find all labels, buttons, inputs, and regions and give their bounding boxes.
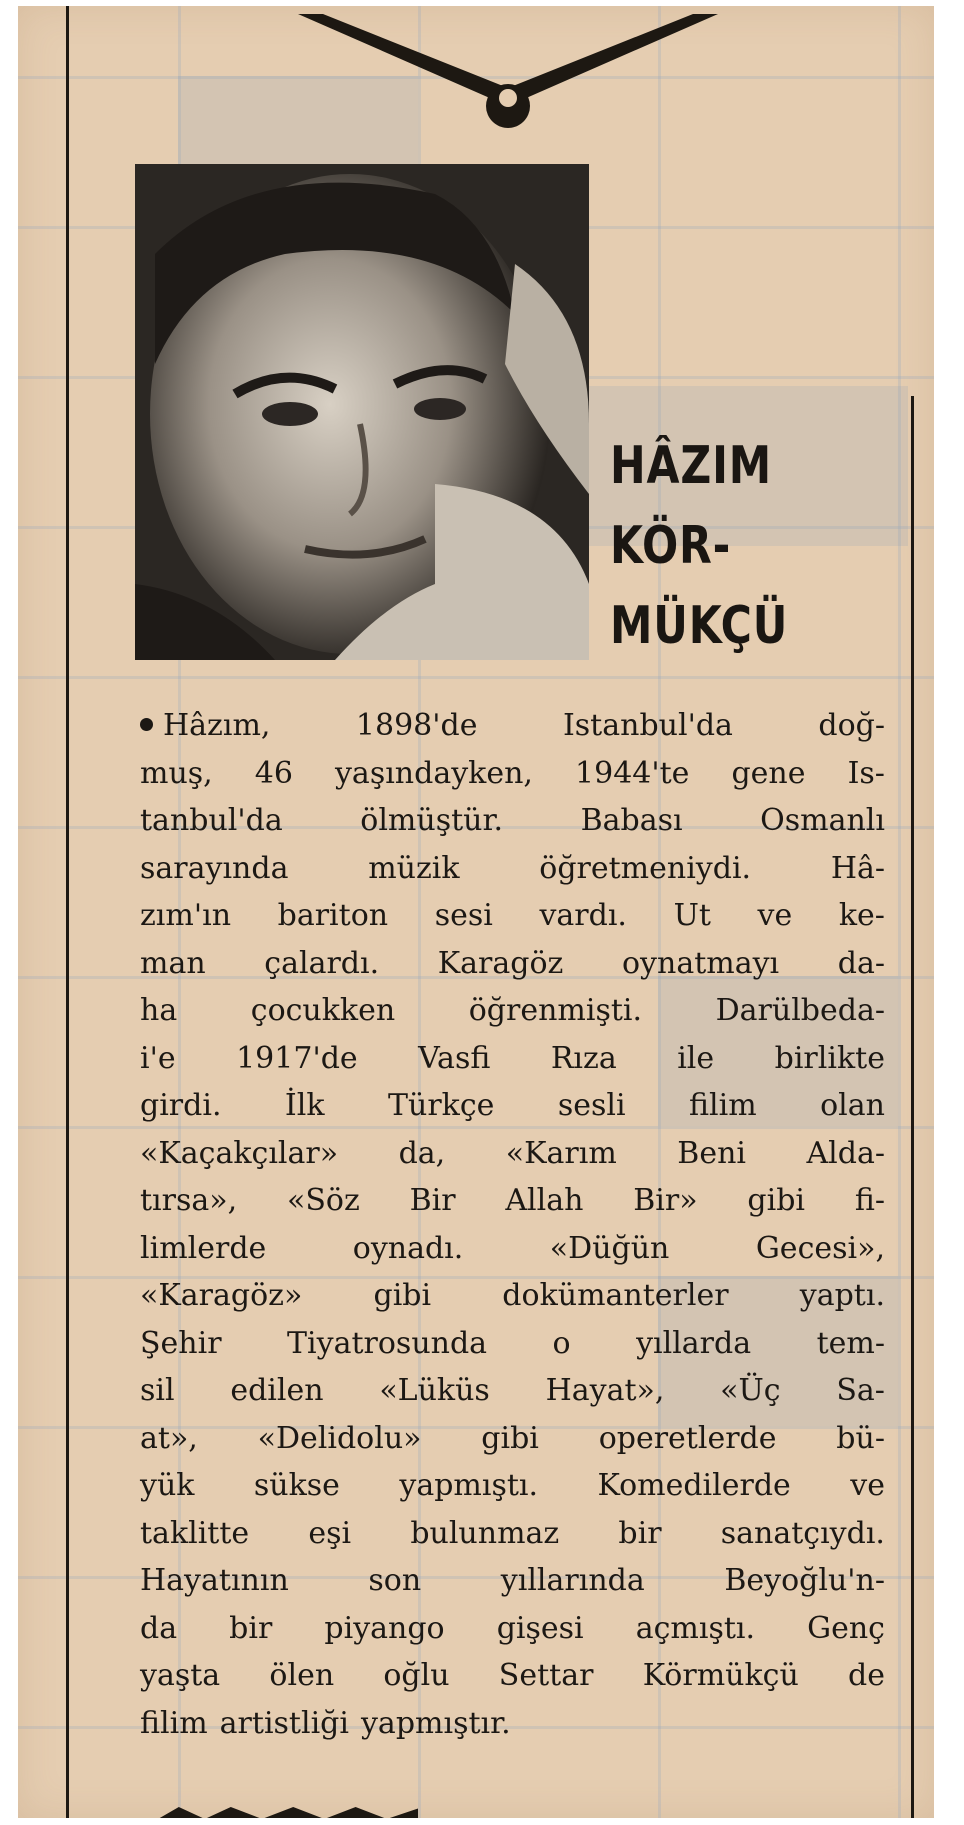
article-word: «Lüküs: [379, 1373, 490, 1408]
article-word: Hayatının: [140, 1563, 289, 1598]
article-word: «Söz: [286, 1183, 360, 1218]
article-word: sükse: [253, 1468, 340, 1503]
article-word: piyango: [324, 1610, 445, 1646]
article-word: Darülbeda-: [715, 993, 885, 1028]
article-word: ke-: [838, 898, 885, 933]
article-line: [140, 1652, 885, 1700]
article-word: girdi.: [140, 1088, 222, 1123]
article-word: oynadı.: [352, 1230, 464, 1266]
article-line: [140, 940, 885, 988]
article-word: Sa-: [836, 1373, 885, 1408]
article-word: ile: [677, 1040, 715, 1076]
article-word: muş,: [140, 755, 213, 791]
article-word: bir: [229, 1610, 273, 1646]
bleed-grid-line: [18, 676, 934, 679]
article-word: sanatçıydı.: [720, 1515, 885, 1551]
article-word: birlikte: [774, 1040, 885, 1076]
article-word: ve: [757, 898, 793, 933]
article-body: [140, 702, 885, 1747]
article-word: bir: [618, 1515, 662, 1551]
article-line: [140, 987, 885, 1035]
column-rule-right: [911, 396, 914, 1818]
article-word: öğrenmişti.: [468, 993, 643, 1028]
article-word: yıllarda: [636, 1325, 752, 1361]
article-word: yaşta: [140, 1658, 221, 1693]
article-word: at»,: [140, 1420, 198, 1456]
article-word: da-: [837, 945, 885, 981]
name-line-3: MÜKÇÜ: [610, 596, 789, 656]
article-word: fi-: [854, 1183, 885, 1218]
article-word: Türkçe: [387, 1088, 495, 1123]
article-word: operetlerde: [598, 1420, 777, 1456]
article-word: ha: [140, 993, 178, 1028]
bleed-grid-line: [898, 6, 901, 1818]
article-word: tem-: [816, 1325, 885, 1361]
article-word: Körmükçü: [642, 1658, 799, 1693]
article-word: Rıza: [550, 1040, 617, 1076]
article-word: da: [140, 1610, 178, 1646]
article-word: «Üç: [720, 1373, 781, 1408]
article-word: filim: [140, 1705, 208, 1741]
article-word: gibi: [747, 1183, 806, 1218]
article-word: gibi: [373, 1278, 432, 1313]
cut-off-heading: [158, 1801, 418, 1818]
article-word: doğ-: [818, 708, 885, 743]
article-word: bü-: [836, 1420, 885, 1456]
article-line: [140, 1605, 885, 1653]
article-word: ölmüştür.: [360, 803, 504, 838]
article-word: yaptı.: [799, 1278, 885, 1313]
article-word: Bir: [409, 1183, 456, 1218]
article-word: İlk: [284, 1088, 325, 1123]
article-word: da,: [398, 1135, 446, 1171]
article-word: de: [848, 1658, 885, 1693]
portrait-photo-icon: [135, 164, 589, 660]
article-word: tanbul'da: [140, 803, 283, 838]
article-word: oğlu: [383, 1658, 450, 1693]
article-word: Hâ-: [830, 850, 885, 886]
article-word: Şehir: [140, 1325, 222, 1361]
article-word: Is-: [847, 755, 885, 791]
article-word: sesli: [557, 1088, 626, 1123]
article-word: sesi: [434, 898, 493, 933]
article-word: Vasfi: [418, 1040, 491, 1076]
article-word: açmıştı.: [635, 1610, 756, 1646]
article-word: Ut: [673, 898, 711, 933]
article-word: filim: [689, 1088, 757, 1123]
article-line: [140, 1272, 885, 1320]
article-word: Karagöz: [437, 945, 564, 981]
article-line: [140, 1320, 885, 1368]
article-word: sarayında: [140, 850, 289, 886]
column-rule-left: [66, 6, 69, 1818]
article-line: [140, 1510, 885, 1558]
article-word: Istanbul'da: [562, 708, 733, 743]
article-word: yapmıştı.: [399, 1468, 539, 1503]
article-word: sil: [140, 1373, 175, 1408]
article-word: gişesi: [496, 1610, 584, 1646]
article-word: Hayat»,: [545, 1373, 665, 1408]
article-word: Tiyatrosunda: [287, 1325, 488, 1361]
article-word: Hâzım,: [163, 708, 271, 743]
article-word: gene: [731, 755, 806, 791]
article-word: limlerde: [140, 1230, 267, 1266]
portrait-photo: [135, 164, 589, 660]
article-word: «Delidolu»: [257, 1420, 422, 1456]
article-line: [140, 1177, 885, 1225]
article-word: eşi: [308, 1515, 352, 1551]
article-line: [140, 845, 885, 893]
article-word: taklitte: [140, 1515, 250, 1551]
article-word: yapmıştır.: [360, 1705, 511, 1741]
bullet-dot-icon: [140, 718, 153, 731]
article-word: Komedilerde: [597, 1468, 791, 1503]
article-word: çocukken: [250, 993, 396, 1028]
name-line-1: HÂZIM: [610, 436, 773, 496]
article-word: Beyoğlu'n-: [724, 1563, 885, 1598]
article-word: zım'ın: [140, 898, 232, 933]
article-line: [140, 797, 885, 845]
article-word: 1898'de: [355, 708, 478, 743]
article-word: bariton: [277, 898, 389, 933]
article-word: 1944'te: [575, 755, 690, 791]
first-word-wrap: [140, 702, 270, 750]
article-word: artistliği: [219, 1705, 349, 1741]
article-word: i'e: [140, 1040, 176, 1076]
article-word: Bir»: [633, 1183, 698, 1218]
article-word: o: [552, 1325, 571, 1361]
article-line: [140, 1035, 885, 1083]
article-line: [140, 1415, 885, 1463]
article-word: yıllarında: [500, 1563, 645, 1598]
article-word: bulunmaz: [410, 1515, 560, 1551]
article-word: öğretmeniydi.: [539, 850, 752, 886]
article-line: [140, 1130, 885, 1178]
chevron-ornament-icon: [298, 6, 718, 136]
article-word: dokümanterler: [502, 1278, 729, 1313]
article-line: [140, 892, 885, 940]
article-word: son: [368, 1563, 422, 1598]
article-line: [140, 1082, 885, 1130]
article-word: ölen: [269, 1658, 335, 1693]
article-word: man: [140, 945, 206, 981]
article-word: Alda-: [806, 1135, 885, 1171]
article-word: Allah: [505, 1183, 584, 1218]
article-word: «Karım: [505, 1135, 617, 1171]
person-name-heading: [610, 426, 788, 666]
article-line: [140, 1557, 885, 1605]
article-word: vardı.: [539, 898, 627, 933]
article-word: 46: [254, 755, 293, 791]
article-word: yük: [140, 1468, 195, 1503]
article-word: oynatmayı: [621, 945, 780, 981]
article-line: [140, 1367, 885, 1415]
article-word: müzik: [368, 850, 460, 886]
article-word: Settar: [498, 1658, 594, 1693]
article-line: [140, 702, 885, 750]
article-word: yaşındayken,: [334, 755, 533, 791]
article-word: «Kaçakçılar»: [140, 1135, 339, 1171]
article-word: olan: [820, 1088, 885, 1123]
article-word: Osmanlı: [760, 803, 885, 838]
article-word: «Karagöz»: [140, 1278, 303, 1313]
article-word: edilen: [230, 1373, 324, 1408]
article-line: [140, 750, 885, 798]
article-word: «Düğün: [549, 1230, 670, 1266]
article-word: ve: [850, 1468, 885, 1503]
article-word: Beni: [677, 1135, 746, 1171]
article-word: 1917'de: [236, 1040, 358, 1076]
article-line: [140, 1225, 885, 1273]
name-line-2: KÖR-: [610, 516, 732, 576]
newspaper-clipping: [18, 6, 934, 1818]
article-line: [140, 1700, 885, 1748]
article-word: çalardı.: [264, 945, 380, 981]
article-line: [140, 1462, 885, 1510]
article-word: tırsa»,: [140, 1183, 238, 1218]
article-word: Genç: [807, 1610, 885, 1646]
article-word: Gecesi»,: [755, 1230, 885, 1266]
article-word: Babası: [580, 803, 683, 838]
article-word: gibi: [481, 1420, 539, 1456]
